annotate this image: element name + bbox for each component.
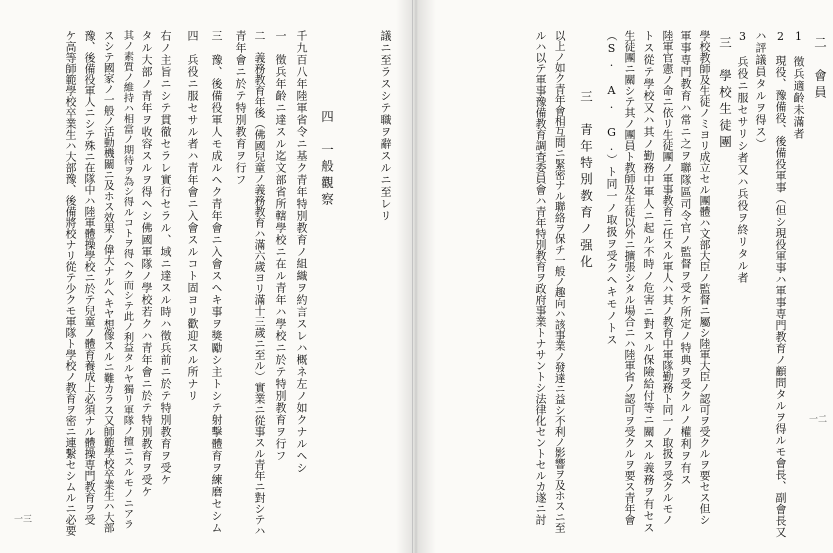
right-page-column: 2 現役、豫備役、後備役軍事（但シ現役軍事ハ軍事専門教育ノ顧問タルヲ得ルモ會長、副會長又 [774,30,787,538]
right-page-number: 一二 [809,415,828,425]
right-page-column: 以上ノ如ク青年會相互間ニ緊密ナル聯絡ヲ保チ一般ノ趣向ハ該事業ノ發達ニ益シ不利ノ影響ヲ及ホスニ至 [553,30,567,533]
left-page-column: スシテ國家ノ一般ノ活動機關ニ及ホス效果ノ偉大ナルヘキヤ想像スルニ難カラス又師範學校卒業生ハ大部 [102,30,116,533]
right-page-column: 陸軍官憲ノ命ニ依リ生徒團ノ軍事教育ニ任スル軍人ハ其ノ教育中軍隊勤務ト同一ノ取扱ヲ受クルモノ [661,30,674,525]
left-page-column: 議ニ至ラスシテ職ヲ辭スルニ至レリ [379,30,392,222]
left-page-column: 二 義務教育年後（佛國兒童ノ義務教育ハ滿六歲ヨリ滿十三歲ニ至ル）實業ニ從事スル青年ニ對シテハ [253,30,266,536]
right-page-column: 學校教師及生徒ノミヨリ成立セル團體ハ文部大臣ノ監督ニ屬シ陸軍大臣ノ認可ヲ受クルヲ要セス但シ [698,30,711,525]
left-page-column: 四 兵役ニ服セサル者ハ青年會ニ入會スルコト固ヨリ歡迎スル所ナリ [186,30,199,402]
right-page-column: ハ評議員タルヲ得ス） [754,30,767,150]
left-page-number: 一三 [14,515,33,525]
right-page-column: 生徒團ニ關シテ其ノ團員ト教師及生徒以外ニ擴張シタル場合ニハ陸軍省ノ認可ヲ受クルヲ要ス青年會 [623,30,636,525]
right-page-column: ルハ以テ軍事豫備教育調査委員會ハ青年特別教育ヲ政府事業トナサントシ法律化セントセルカ遂ニ討 [534,30,547,525]
left-page-column: 一 徵兵年齡ニ達スル迄文部省所轄學校ニ在ル青年ハ學校ニ於テ特別教育ヲ行フ [274,30,287,462]
right-page [413,0,833,553]
left-page-column: 三 豫、後備役軍人モ成ルヘク青年會ニ入會スヘキ事ヲ獎勵シ主トシテ射擊體育ヲ練磨セシム [210,30,223,534]
right-page-column: トス從テ學校又ハ其ノ勤務中軍人ニ起ル不時ノ危害ニ對スル保險給付等ニ關スル義務ヲ有セス [642,30,655,534]
left-page-column: 右ノ主旨ニシテ貫徹セラレ實行セラル、域ニ達スル時ハ徵兵前ニ於テ特別教育ヲ受ケ [159,30,172,486]
right-page-column: 1 徵兵適齡未滿者 [792,30,805,140]
left-page-column: 其ノ素質ノ維持ハ相當ノ期待ヲ為シ得ルコトヲ得ヘク而シテ此ノ利益タルヤ獨リ軍隊ノ擅ニスルモノニアラ [121,30,134,530]
left-page-column: ケ高等師範學校卒業生ハ大部豫、後備將校ナリ從テ少クモ軍隊ト學校ノ教育ヲ密ニ連繫セシムルニ必要 [64,30,77,536]
left-page-column: 青年會ニ於テ特別教育ヲ行フ [234,30,247,186]
right-page-column: 三 學校生徒團 [717,36,733,152]
left-page-column: 四 一般觀察 [319,110,335,209]
right-page-column: 二 會員 [812,36,828,102]
left-page-column: 千九百八年陸軍省令ニ基ク青年特別教育ノ組織ヲ約言スレハ概ネ左ノ如クナルヘシ [295,30,308,474]
left-page-column: タル大部ノ青年ヲ收容スルヲ得ヘシ佛國軍隊ノ學校若クハ青年會ニ於テ特別教育ヲ受ケ [140,30,153,498]
right-page-column: 3 兵役ニ服セサリシ者又ハ兵役ヲ終リタル者 [736,30,749,284]
right-page-column: 三 青年特別教育ノ强化 [578,90,594,272]
right-page-column: （S. A. G.）ト同一ノ取扱ヲ受クヘキモノトス [605,30,618,346]
right-page-column: 軍事専門教育ハ常ニ之ヲ聯隊區司令官ノ監督ヲ受ケ所定ノ特典ヲ受クルノ權利ヲ有ス [679,30,692,486]
left-page-column: 豫、後備役軍人ニシテ殊ニ在隊中ハ陸軍體操學校ニ於テ兒童ノ體育養成上必須ナル體操専門教育ヲ受 [83,30,96,525]
left-page [0,0,413,553]
